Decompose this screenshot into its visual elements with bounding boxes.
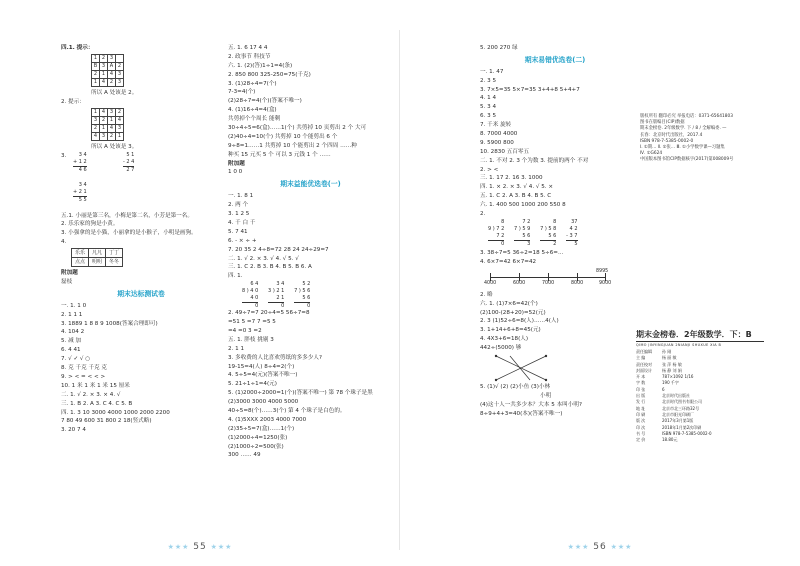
line-5: 5. (1)√ (2) (2)小鱼 (3)小林 bbox=[480, 383, 551, 390]
answer-line: 6. - × ÷ + bbox=[228, 237, 257, 244]
answer-lines bbox=[228, 192, 393, 281]
div-line: 0 bbox=[255, 303, 259, 310]
div-line: 0 bbox=[501, 240, 505, 247]
div-line: 5 6 bbox=[548, 232, 557, 239]
div-line: 3 bbox=[527, 240, 531, 247]
page-number bbox=[0, 542, 400, 552]
q3-label: 3. bbox=[61, 152, 67, 159]
answer-line: 30÷4÷5=6(盒)……1(个) 共剪掉 10 页剪出 2 个 大可 bbox=[228, 125, 367, 132]
answer-line: 7. √ ✓ √ ○ bbox=[61, 356, 91, 363]
div-line: 7 ) 5 6 bbox=[294, 288, 311, 295]
answer-line: 二. 1. 不对 2. 3 个为数 3. 提前的两个 不对 bbox=[480, 157, 589, 164]
book-info-key: 定 价 bbox=[636, 437, 646, 443]
grid-cell: 2 bbox=[116, 108, 124, 116]
div-line: 4 0 bbox=[250, 295, 259, 302]
book-info-key: 发 行 bbox=[636, 399, 646, 405]
calc-a-line: 4 6 bbox=[78, 166, 87, 173]
book-info-key: 地 址 bbox=[636, 405, 646, 411]
answer-line: 二. 1. √ 2. × 3. × 4. √ bbox=[61, 391, 121, 398]
answer-line: 9. 5900 800 bbox=[480, 139, 514, 146]
book-info-value: 北京市北三环路32号 bbox=[662, 405, 700, 411]
answer-line: 六. 1. (1)7×6=42(个) bbox=[480, 300, 538, 307]
book-info-key: 印 次 bbox=[636, 424, 646, 430]
star-decoration-icon: ★★★ bbox=[210, 543, 233, 551]
book-info-rows bbox=[636, 349, 764, 443]
book-info-value: 杨 丽 敏 bbox=[662, 355, 677, 361]
line-3: 3. 38÷7=5 36÷2=18 5÷6=... bbox=[480, 249, 564, 256]
extra-label: 附加题 bbox=[228, 160, 245, 167]
grid-cell: 4 bbox=[92, 132, 100, 140]
number-line bbox=[484, 269, 630, 289]
q5-4-label: 4. bbox=[61, 239, 67, 246]
div-line: 7 ) 5 8 bbox=[540, 225, 557, 232]
div-line: 6 4 bbox=[250, 281, 259, 288]
answer-line: 8. 克 千克 千克 克 bbox=[61, 365, 108, 372]
div-line: 9 ) 7 2 bbox=[488, 225, 505, 232]
book-info-value: 2018年1月第2次印刷 bbox=[662, 424, 702, 430]
answer-line: 2. 49÷7=7 20÷4=5 56÷7=8 bbox=[228, 310, 310, 317]
calc-c-line: + 2 1 bbox=[73, 188, 87, 195]
page-56 bbox=[400, 0, 800, 566]
colophon-line: Ⅰ. ①期… Ⅱ. ①张… Ⅲ. ①小学数学课—习题集 bbox=[640, 145, 725, 151]
answer-line: 6. 3 5 bbox=[480, 113, 497, 120]
grid-cell: 3 bbox=[116, 70, 124, 78]
book-info-card bbox=[636, 329, 764, 441]
answer-line: 5. 3 4 bbox=[480, 104, 497, 111]
book-info-value: 北京时代出版社 bbox=[662, 393, 690, 399]
answer-line: 7-3=4(个) bbox=[228, 89, 256, 96]
div-line: 7 2 bbox=[522, 218, 531, 225]
grid-cell: 1 bbox=[116, 132, 124, 140]
answer-line: 2. 3 (1)52÷6=8(人)……4(人) bbox=[480, 318, 559, 325]
grid-cell: 3 bbox=[100, 132, 108, 140]
grid-cell: 1 bbox=[92, 78, 100, 86]
answer-line: 四. 1. bbox=[228, 273, 243, 280]
book-info-key: 封面设计 bbox=[636, 367, 652, 373]
answer-line: 7. 千米 旋转 bbox=[480, 122, 512, 129]
answer-line: 3. 1+14+6+8=45(元) bbox=[480, 327, 541, 334]
grid-cell: 4 bbox=[100, 108, 108, 116]
div-line: 5 bbox=[574, 240, 578, 247]
calc-b-line: - 2 4 bbox=[123, 158, 135, 165]
star-decoration-icon: ★★★ bbox=[567, 543, 590, 551]
grid-cell: 3 bbox=[116, 78, 124, 86]
book-info-key: 版 次 bbox=[636, 418, 646, 424]
number-line-label: 4000 bbox=[484, 280, 497, 286]
line-6: 小明 bbox=[540, 392, 552, 399]
answer-line: 4. (1)16÷4=4(盒) bbox=[228, 107, 277, 114]
grid-cell: 凡凡 bbox=[89, 249, 106, 258]
answer-column-2 bbox=[228, 44, 393, 460]
answer-line: 3. 1 2 5 bbox=[228, 211, 250, 218]
div-line: 5 6 bbox=[522, 232, 531, 239]
grid-cell: B bbox=[92, 62, 100, 70]
colophon-line: 期末金榜卷. 2年级数学. 下 / 8 / 全解编委. — bbox=[640, 126, 727, 132]
number-line-marker: 8995 bbox=[596, 268, 609, 274]
answer-column-3 bbox=[480, 44, 630, 419]
div-line: - 3 7 bbox=[566, 232, 578, 239]
answer-lines bbox=[480, 300, 630, 353]
answer-line: 5. 7 41 bbox=[228, 228, 248, 235]
line-7: (4)这十人一共多少本？大本 5 本叫小明? bbox=[480, 401, 582, 408]
book-info-value: 北京时代图书有限公司 bbox=[662, 399, 702, 405]
grid-cell: 4 bbox=[116, 116, 124, 124]
answer-line: (2)3000 3000 4000 5000 bbox=[228, 399, 299, 406]
answer-line: 3. 1889 1 8 8 9 1008(答案合理即可) bbox=[61, 320, 158, 327]
colophon-line: ISBN 978-7-5385-0002-0 bbox=[640, 138, 694, 144]
answer-line: 4. 5÷5=4(元)(答案不唯一) bbox=[228, 372, 298, 379]
division-c bbox=[566, 219, 577, 248]
answer-line: 三. 1. B 2. A 3. C 4. C 5. B bbox=[61, 400, 133, 407]
div-line: 7 ) 5 9 bbox=[514, 225, 531, 232]
answer-line: 10. 2830 五百零五 bbox=[480, 148, 530, 155]
answer-line: 19-15=4(人) 8÷4=2(个) bbox=[228, 363, 295, 370]
grid-row bbox=[92, 78, 124, 86]
answer-line: 3. 7×5=35 5×7=35 3+4+8 5+4+7 bbox=[480, 86, 580, 93]
grid-cell: A bbox=[108, 62, 116, 70]
answer-lines bbox=[228, 309, 393, 460]
answer-line: 五. 1. 胖枝 挑剔 3 bbox=[228, 336, 274, 343]
line-4: 4. 6×7=42 6×7=42 bbox=[480, 258, 537, 265]
answer-line: 2. 两 个 bbox=[228, 202, 249, 209]
calc-a-line: + 1 2 bbox=[73, 158, 87, 165]
sudoku-grid-b bbox=[91, 108, 124, 141]
grid-cell: 4 bbox=[108, 70, 116, 78]
answer-line: 7. 20 35 2 4÷8=72 28 24 24÷29=7 bbox=[228, 246, 329, 253]
grid-cell: 3 bbox=[108, 108, 116, 116]
grid-cell: 点点 bbox=[72, 258, 89, 267]
book-info-value: 孙 刚 bbox=[662, 349, 672, 354]
grid-cell: 2 bbox=[100, 54, 108, 62]
answer-line: 2. 850 800 325-250=75(千克) bbox=[228, 71, 311, 78]
calc-b bbox=[123, 152, 134, 174]
grid-a-note: 所以 A 处该是 2。 bbox=[91, 89, 138, 96]
grid-cell: 2 bbox=[108, 132, 116, 140]
grid-cell: 2 bbox=[116, 62, 124, 70]
div-c-label: 37 bbox=[571, 218, 578, 225]
grid-row bbox=[72, 258, 123, 267]
answer-line: 40÷5=8(个)……3(个) 第 4 个珠子是白色的。 bbox=[228, 407, 346, 414]
division-c bbox=[294, 281, 310, 310]
answer-line: (2)100-(28+20)=52(元) bbox=[480, 309, 546, 316]
answer-line: 四. 1. × 2. × 3. √ 4. √ 5. × bbox=[480, 184, 554, 191]
answer-line: 2. 1 1 1 bbox=[61, 311, 83, 318]
section-heading: 期末益能优选卷(一) bbox=[280, 180, 341, 189]
q4-2-label: 2. 提示： bbox=[61, 98, 85, 105]
book-info-value: ISBN 978-7-5385-0002-0 bbox=[662, 430, 712, 436]
book-info-key: 印 张 bbox=[636, 386, 646, 392]
grid-cell: 4 bbox=[108, 124, 116, 132]
sudoku-grid-a bbox=[91, 54, 124, 87]
grid-cell: 1 bbox=[92, 54, 100, 62]
grid-row bbox=[92, 54, 124, 62]
answer-line: 2. 政事节 科技节 bbox=[228, 53, 271, 60]
answer-lines bbox=[228, 44, 393, 160]
calc-c-line: 5 5 bbox=[78, 196, 87, 203]
answer-line: 三. 1. C 2. B 3. B 4. B 5. B 6. A bbox=[228, 264, 312, 271]
book-info-key: 字 数 bbox=[636, 380, 646, 386]
grid-cell: 丁丁 bbox=[106, 249, 123, 258]
answer-line: =51 5 =7 7 =5 5 bbox=[228, 319, 276, 326]
grid-cell: 3 bbox=[92, 116, 100, 124]
grid-cell: 2 bbox=[108, 78, 116, 86]
grid-cell: 乐乐 bbox=[72, 249, 89, 258]
division-a bbox=[488, 219, 504, 248]
grid-cell: 4 bbox=[100, 78, 108, 86]
answer-line: 442÷(5000) 够 bbox=[480, 345, 522, 352]
answer-line: 3. 20 7 4 bbox=[61, 427, 86, 434]
answer-line: 2. bbox=[480, 211, 486, 218]
answer-line: 一. 1. 47 bbox=[480, 68, 504, 75]
answer-line: 3. (1)28÷4=7(个) bbox=[228, 80, 277, 87]
answer-line: 2. 3 5 bbox=[480, 77, 497, 84]
div-line: 2 bbox=[553, 240, 557, 247]
vertical-calcs bbox=[61, 152, 221, 212]
answer-lines bbox=[480, 68, 630, 219]
answer-column-1 bbox=[61, 44, 221, 435]
answer-line: 9. > < = < < > bbox=[61, 373, 106, 380]
section-heading: 期末易错优选卷(二) bbox=[524, 55, 586, 64]
colophon-line: 中国版本图书馆CIP数据核字(2017)第008009号 bbox=[640, 157, 734, 163]
answer-line: 9÷8=1……1 共剪掉 10 个能剪出 2 个四周 ……种 bbox=[228, 142, 357, 149]
grid-row bbox=[72, 249, 123, 258]
div-line: 5 2 bbox=[302, 281, 311, 288]
grid-cell: 2 bbox=[92, 124, 100, 132]
colophon-line: 版权所有 翻印必究 举报电话：0371-65641803 bbox=[640, 114, 733, 119]
grid-cell: 1 bbox=[92, 108, 100, 116]
answer-line: 7 80 49 600 31 800 2 18(竖式略) bbox=[61, 418, 152, 425]
answer-line: 种买 15 元买 5 个 可以 3 元钱 1 个 …… bbox=[228, 151, 331, 158]
division-b bbox=[268, 281, 284, 310]
book-info-key: 开 本 bbox=[636, 374, 646, 380]
grid-cell: 明明 bbox=[89, 258, 106, 267]
answer-line: 4. 4X3+6=18(人) bbox=[480, 336, 529, 343]
div-line: 0 bbox=[307, 303, 311, 310]
book-info-value: 杨 静 刘 娟 bbox=[662, 367, 682, 373]
division-b2 bbox=[540, 219, 556, 248]
division-row bbox=[228, 281, 393, 309]
grid-cell: 2 bbox=[92, 70, 100, 78]
div-line: 8 ) 4 0 bbox=[242, 288, 259, 295]
grid-b-note: 所以 A 处该是 3。 bbox=[91, 143, 138, 150]
name-table bbox=[71, 248, 123, 267]
star-decoration-icon: ★★★ bbox=[167, 543, 190, 551]
div-line: 4 2 bbox=[569, 225, 578, 232]
q5-2: 2. 乐乐家的狗是小黄。 bbox=[61, 221, 119, 228]
answer-line: 一. 1. 1 0 bbox=[61, 302, 87, 309]
extra-label: 附加题 bbox=[61, 270, 78, 277]
calc-c-line: 3 4 bbox=[78, 181, 87, 188]
line-8: 8÷9+4+3=40(本)(答案不唯一) bbox=[480, 410, 563, 417]
answer-line: (2)1000÷2=500(张) bbox=[228, 443, 284, 450]
book-title: 期末金榜卷．2年级数学．下：B bbox=[636, 329, 764, 342]
book-info-key: 书 号 bbox=[636, 430, 646, 436]
number-line-label: 9000 bbox=[599, 280, 612, 286]
book-info-key: 责任校对 bbox=[636, 361, 652, 367]
line-after-numline: 2. 略 bbox=[480, 291, 493, 298]
answer-line: 4. 1 4 bbox=[480, 95, 497, 102]
book-info-value: 张 萍 杨 敏 bbox=[662, 361, 682, 367]
grid-row bbox=[92, 124, 124, 132]
grid-row bbox=[92, 70, 124, 78]
book-info-key: 印 刷 bbox=[636, 411, 646, 417]
book-info-value: 2017年3月第1版 bbox=[662, 418, 694, 424]
answer-line: 四. 1. 3 10 3000 4000 1000 2000 2200 bbox=[61, 409, 170, 416]
colophon-line: 图书在版编目(CIP)数据 bbox=[640, 120, 685, 126]
q5-3: 3. 小强拿的是小猫，小丽拿的是小猴子，小明是画狗。 bbox=[61, 230, 197, 237]
calc-a-line: 3 4 bbox=[78, 151, 87, 158]
grid-cell: 1 bbox=[100, 70, 108, 78]
book-info-row bbox=[636, 437, 764, 443]
answer-line: 10. 1 米 1 米 1 米 15 厘米 bbox=[61, 382, 130, 389]
grid-cell: 3 bbox=[116, 124, 124, 132]
answer-line: 3. 多收费的人比喜欢剪纸的多多少人? bbox=[228, 354, 322, 361]
answer-line: 2. > < bbox=[480, 166, 499, 173]
matching-lines bbox=[490, 353, 560, 383]
answer-line: 五. 1. C 2. A 3. B 4. B 5. C bbox=[480, 193, 552, 200]
answer-line: 五. 1. 6 17 4 4 bbox=[228, 45, 268, 51]
division-row bbox=[480, 219, 630, 249]
page-number bbox=[400, 542, 800, 552]
star-decoration-icon: ★★★ bbox=[610, 543, 633, 551]
answer-line: 一. 1. 8 1 bbox=[228, 193, 254, 200]
q5-1: 五.1. 小丽是第三名，小梅是第二名，小芳是第一名。 bbox=[61, 212, 193, 219]
answer-line: (2)28÷7=4(个)(答案不唯一) bbox=[228, 98, 302, 105]
grid-cell: 冬冬 bbox=[106, 258, 123, 267]
answer-lines bbox=[61, 302, 221, 435]
answer-line: 5. 21÷1÷1=4(元) bbox=[228, 381, 277, 388]
answer-line: (2)35÷5=7(盒)……1(个) bbox=[228, 425, 295, 432]
number-line-label: 6000 bbox=[513, 280, 526, 286]
div-line: 8 bbox=[501, 218, 505, 225]
grid-cell: 2 bbox=[100, 116, 108, 124]
grid-row bbox=[92, 108, 124, 116]
division-b bbox=[514, 219, 530, 248]
division-a bbox=[242, 281, 258, 310]
calc-c bbox=[73, 182, 87, 204]
book-info-key: 主 编 bbox=[636, 355, 646, 361]
div-line: 2 1 bbox=[276, 295, 285, 302]
answer-line: 4. (1)5XXX 2003 4000 7000 bbox=[228, 416, 307, 423]
answer-line: 2. 1 1 bbox=[228, 345, 245, 352]
number-line-label: 7000 bbox=[542, 280, 555, 286]
book-info-value: 18.80元 bbox=[662, 437, 678, 443]
answer-line: 5. (1)2000÷2000=1(个)(答案不唯一) 第 78 个珠子是黑 bbox=[228, 390, 373, 397]
answer-line: 六. 1. (2)(答)1÷1=4(条) bbox=[228, 62, 293, 69]
page-number-text: 56 bbox=[593, 542, 607, 552]
answer-line: 二. 1. √ 2. × 3. √ 4. √ 5. √ bbox=[228, 255, 299, 262]
answer-line: 六. 1. 400 500 1000 200 550 8 bbox=[480, 202, 566, 209]
page-number-text: 55 bbox=[193, 542, 207, 552]
colophon-block bbox=[640, 114, 733, 164]
extra-answer: 1 0 0 bbox=[228, 169, 243, 176]
book-info-value: 190 千字 bbox=[662, 380, 679, 386]
answer-line: 共剪掉个个周长 能剩 bbox=[228, 116, 281, 123]
grid-cell: 1 bbox=[108, 116, 116, 124]
answer-line: 5. 减 加 bbox=[61, 338, 82, 345]
div-line: 3 4 bbox=[276, 281, 285, 288]
div-line: 0 bbox=[281, 303, 285, 310]
grid-cell: 3 bbox=[100, 62, 108, 70]
colophon-line: Ⅳ. ①G624 bbox=[640, 151, 663, 157]
answer-line: =4 =0 3 =2 bbox=[228, 327, 262, 334]
div-line: 5 6 bbox=[302, 295, 311, 302]
book-pinyin: QIMO JINYINGJUAN 2NIANJI SHUXUE XIA B bbox=[636, 343, 722, 347]
book-info-key: 责任编辑 bbox=[636, 349, 652, 354]
answer-line: (1)2000÷4=1250(张) bbox=[228, 434, 288, 441]
div-line: 8 bbox=[553, 218, 557, 225]
calc-a bbox=[73, 152, 87, 174]
book-info-value: 787×1092 1/16 bbox=[662, 374, 694, 380]
book-info-value: 北京市阳光印刷厂 bbox=[662, 411, 694, 417]
top-line: 5. 200 270 绿 bbox=[480, 45, 518, 51]
div-line: 3 ) 2 1 bbox=[268, 288, 285, 295]
div-line: 7 2 bbox=[496, 232, 505, 239]
extra-answer: 磊枝 bbox=[61, 279, 73, 286]
section-heading: 期末达标测试卷 bbox=[117, 289, 165, 298]
answer-line: 300 …… 49 bbox=[228, 452, 261, 459]
calc-b-line: 5 1 bbox=[126, 151, 135, 158]
book-info-key: 出 版 bbox=[636, 393, 646, 399]
grid-cell: 3 bbox=[108, 54, 116, 62]
grid-cell bbox=[116, 54, 124, 62]
grid-row bbox=[92, 62, 124, 70]
grid-row bbox=[92, 132, 124, 140]
grid-row bbox=[92, 116, 124, 124]
q4-label: 四.1. 提示： bbox=[61, 45, 94, 51]
number-line-label: 8000 bbox=[571, 280, 584, 286]
colophon-line: 长春：北京时代出版社，2017.4 bbox=[640, 132, 703, 138]
calc-b-line: 2 7 bbox=[126, 166, 135, 173]
grid-cell: 1 bbox=[100, 124, 108, 132]
answer-line: 6. 4 41 bbox=[61, 347, 81, 354]
answer-line: (2)40÷4=10(个) 共剪掉 10 个能剪出 6 个 bbox=[228, 133, 338, 140]
matching-diagram bbox=[490, 353, 560, 383]
answer-line: 4. 千 白 千 bbox=[228, 219, 256, 226]
book-info-value: 6 bbox=[662, 386, 665, 392]
answer-line: 4. 104 2 bbox=[61, 329, 85, 336]
answer-line: 8. 7000 4000 bbox=[480, 131, 518, 138]
answer-line: 三. 1. 17 2. 16 3. 1000 bbox=[480, 175, 543, 182]
